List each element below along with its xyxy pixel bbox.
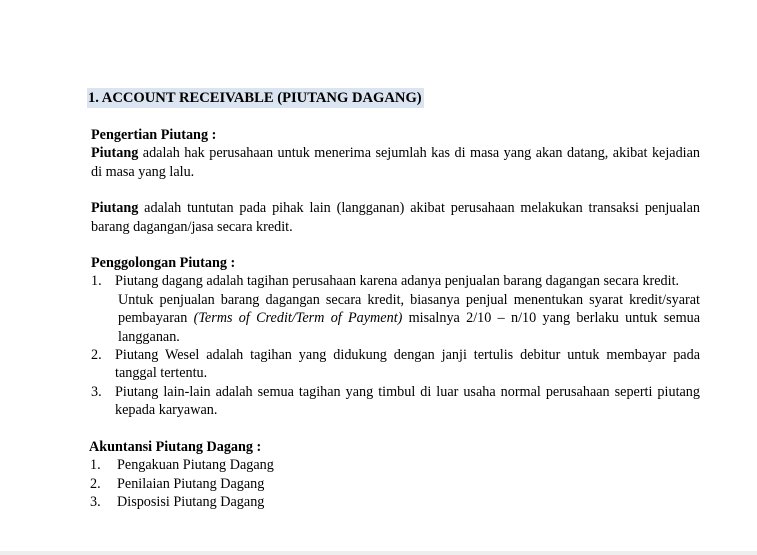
- list-item: [88, 456, 700, 474]
- subparagraph-italic: (Terms of Credit/Term of Payment): [193, 310, 403, 327]
- list-item-text: Piutang Wesel adalah tagihan yang didukung dengan janji tertulis debitur untuk membayar pada tanggal tertentu.: [115, 347, 700, 382]
- list-item-text: Pengakuan Piutang Dagang: [117, 457, 274, 474]
- term-bold: Piutang: [91, 145, 139, 162]
- penggolongan-title: Penggolongan Piutang :: [91, 255, 236, 272]
- list-number: 1.: [90, 457, 101, 474]
- list-number: 1.: [91, 273, 102, 290]
- list-number: 2.: [90, 475, 101, 492]
- list-number: 2.: [91, 347, 102, 364]
- pengertian-paragraph-2: [91, 199, 700, 236]
- pengertian-title: Pengertian Piutang :: [91, 127, 217, 143]
- subparagraph-text-end: misalnya 2/10 – n/10 yang berlaku untuk semua langganan.: [118, 310, 700, 345]
- penggolongan-list: [88, 272, 700, 419]
- list-item: [88, 475, 700, 493]
- list-item-text: Piutang lain-lain adalah semua tagihan yang timbul di luar usaha normal perusahaan seperti piutang kepada karyawan.: [115, 383, 700, 419]
- akuntansi-list: [88, 456, 700, 511]
- list-item: [88, 493, 700, 511]
- paragraph-text: adalah hak perusahaan untuk menerima sejumlah kas di masa yang akan datang, akibat kejadian di masa yang lalu.: [91, 145, 700, 180]
- list-item-subparagraph: [115, 291, 700, 346]
- document-content: [88, 88, 700, 511]
- list-item-text: Penilaian Piutang Dagang: [117, 475, 265, 492]
- subparagraph-text: Untuk penjualan barang dagangan secara kredit, biasanya penjual menentukan syarat kredit/syarat pembayaran: [118, 291, 700, 327]
- list-number: 3.: [90, 493, 101, 510]
- list-item: [88, 272, 700, 346]
- pengertian-paragraph-1: [91, 144, 700, 181]
- term-bold: Piutang: [91, 200, 139, 217]
- page-bottom-edge: [0, 551, 757, 555]
- akuntansi-title: Akuntansi Piutang Dagang :: [89, 438, 262, 455]
- list-item: [88, 346, 700, 383]
- section-heading: 1. ACCOUNT RECEIVABLE (PIUTANG DAGANG): [88, 90, 422, 106]
- list-item: [88, 383, 700, 420]
- list-item-text: Piutang dagang adalah tagihan perusahaan karena adanya penjualan barang dagangan secara kredit.: [115, 273, 680, 290]
- paragraph-text: adalah tuntutan pada pihak lain (langganan) akibat perusahaan melakukan transaksi penjualan barang dagangan/jasa secara kredit.: [91, 200, 700, 235]
- list-item-text: Disposisi Piutang Dagang: [117, 493, 265, 510]
- list-number: 3.: [91, 383, 102, 400]
